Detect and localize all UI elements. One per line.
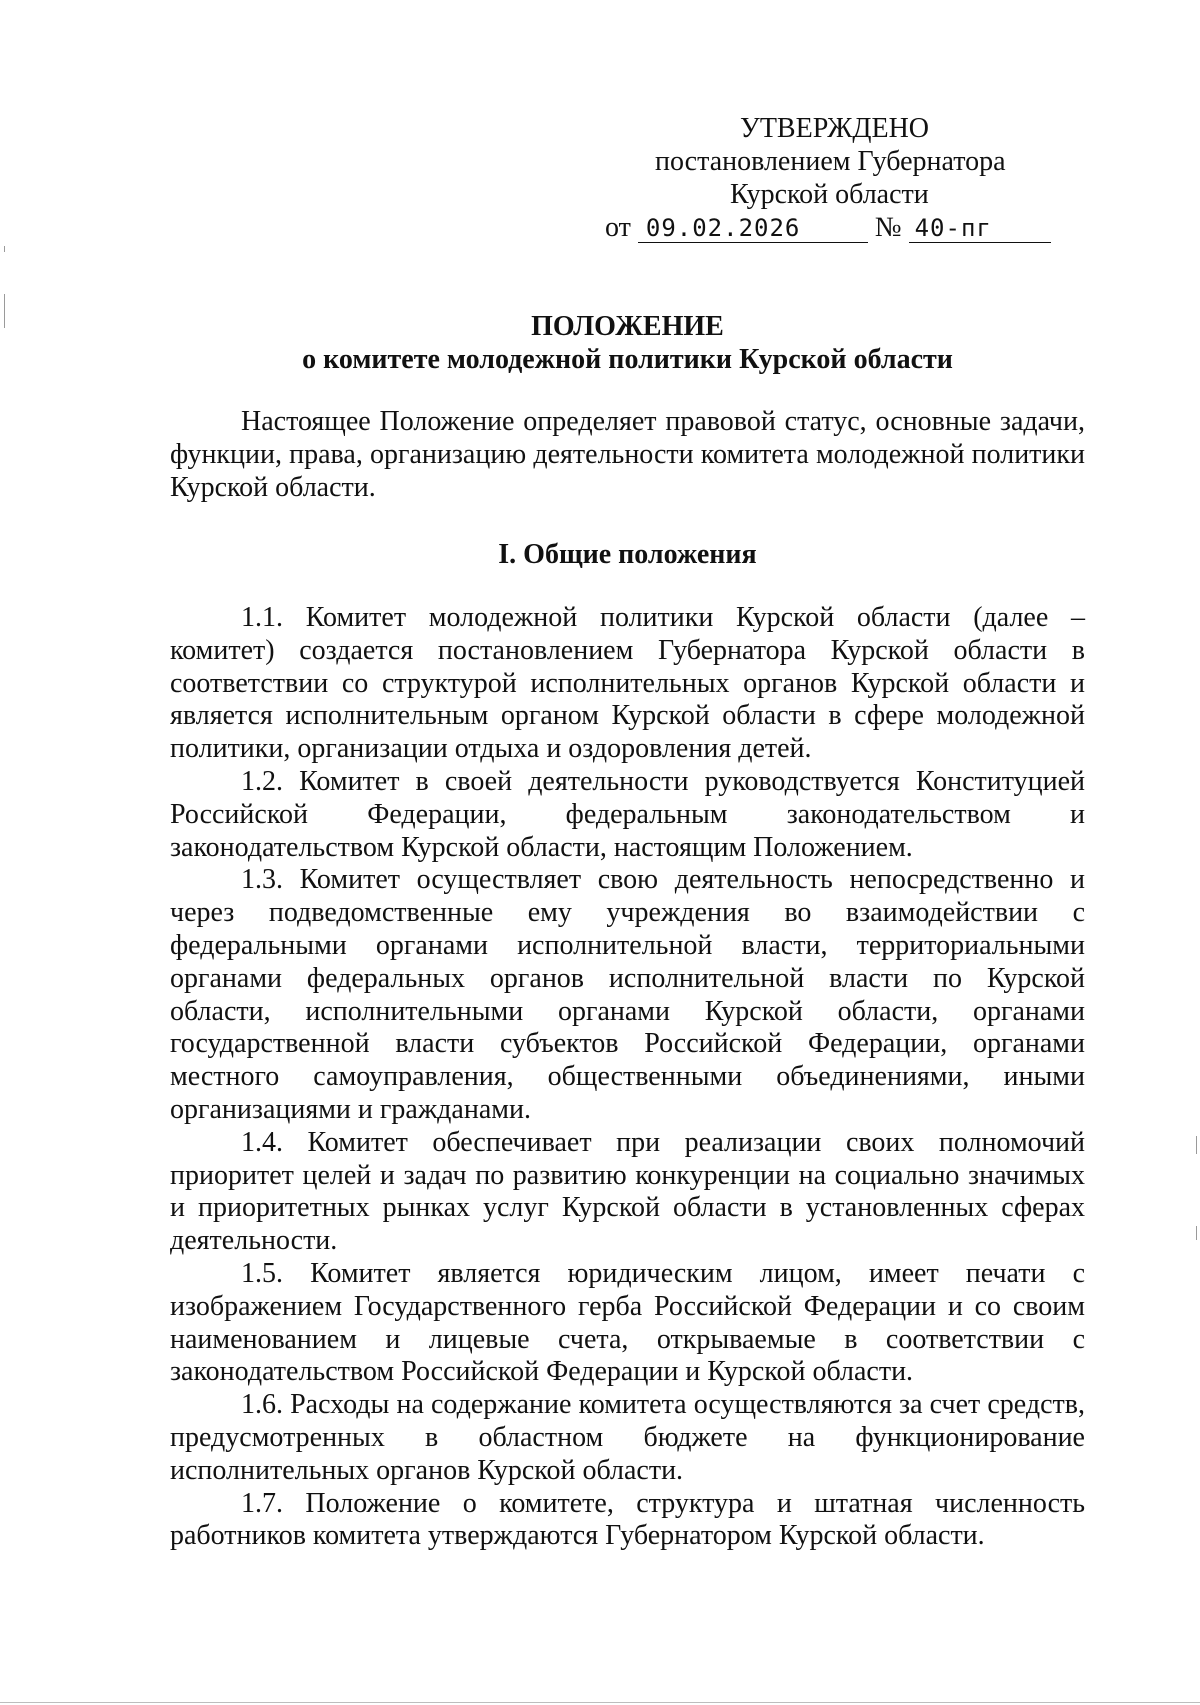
scan-edge-mark — [1196, 1226, 1197, 1240]
approval-region-line: Курской области — [730, 179, 929, 210]
clause-paragraph: 1.1. Комитет молодежной политики Курской области (далее – комитет) создается постановлением Губернатора Курской области в соответствии со структурой исполнительных органов Курской области и является исполнительным органом Курской области в сфере молодежной политики, организации отдыха и оздоровления детей. — [170, 602, 1085, 765]
clause-paragraph: 1.4. Комитет обеспечивает при реализации своих полномочий приоритет целей и задач по развитию конкуренции на социально значимых и приоритетных рынках услуг Курской области в установленных сферах деятельности. — [170, 1126, 1085, 1257]
clause-paragraph: 1.5. Комитет является юридическим лицом, имеет печати с изображением Государственного герба Российской Федерации и со своим наименованием и лицевые счета, открываемые в соответствии с законодательством Российской Федерации и Курской области. — [170, 1257, 1085, 1388]
scan-edge-mark — [4, 246, 5, 252]
approval-decree-line: постановлением Губернатора — [655, 146, 1006, 177]
intro-paragraph: Настоящее Положение определяет правовой статус, основные задачи, функции, права, организацию деятельности комитета молодежной политики Курской области. — [170, 406, 1085, 503]
document-title: ПОЛОЖЕНИЕ — [531, 311, 724, 342]
clause-paragraph: 1.2. Комитет в своей деятельности руководствуется Конституцией Российской Федерации, федеральным законодательством и законодательством Курской области, настоящим Положением. — [170, 765, 1085, 863]
clause-paragraph: 1.7. Положение о комитете, структура и штатная численность работников комитета утверждаются Губернатором Курской области. — [170, 1487, 1085, 1552]
date-prefix: от — [605, 212, 631, 243]
approval-date-number-line — [590, 211, 1080, 244]
approval-block — [590, 112, 1080, 244]
number-prefix: № — [874, 212, 902, 243]
decree-number-field: 40-пг — [909, 214, 1051, 243]
clause-paragraph: 1.6. Расходы на содержание комитета осуществляются за счет средств, предусмотренных в областном бюджете на функционирование исполнительных органов Курской области. — [170, 1389, 1085, 1486]
document-subtitle: о комитете молодежной политики Курской области — [302, 344, 953, 375]
section-heading: I. Общие положения — [498, 539, 757, 570]
scan-bottom-line — [0, 1702, 1200, 1703]
scan-edge-mark — [4, 294, 5, 328]
decree-date-field: 09.02.2026 — [638, 214, 868, 243]
approval-label: УТВЕРЖДЕНО — [740, 113, 930, 144]
clause-paragraph: 1.3. Комитет осуществляет свою деятельность непосредственно и через подведомственные ему учреждения во взаимодействии с федеральными органами исполнительной власти, территориальными органами федеральных органов исполнительной власти по Курской области, исполнительными органами Курской области, органами государственной власти субъектов Российской Федерации, органами местного самоуправления, общественными объединениями, иными организациями и гражданами. — [170, 864, 1085, 1125]
clauses-section — [170, 602, 1085, 1553]
intro-section — [170, 406, 1085, 504]
scan-edge-mark — [1196, 1136, 1197, 1154]
